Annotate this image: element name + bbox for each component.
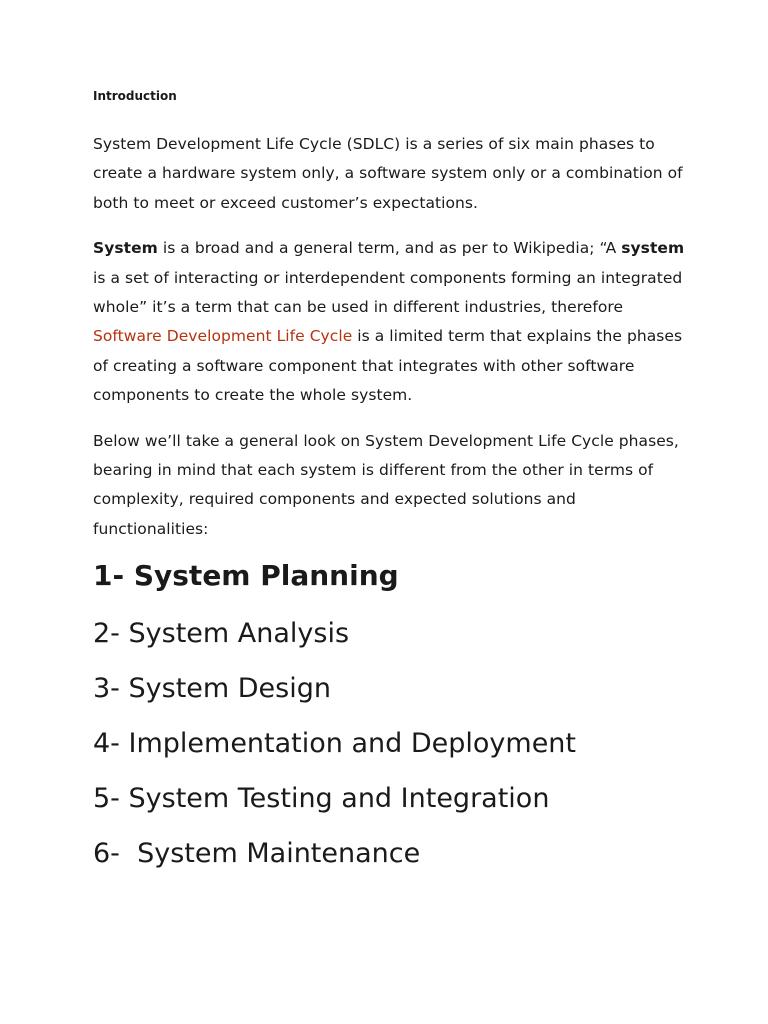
paragraph-text: is a broad and a general term, and as per to Wikipedia; “A bbox=[157, 239, 622, 258]
phase-list bbox=[93, 560, 693, 870]
bold-system-term-quote: system bbox=[621, 239, 685, 258]
paragraph-system-definition bbox=[93, 234, 693, 410]
phase-heading-design: 3- System Design bbox=[93, 673, 331, 705]
paragraph-text: is a set of interacting or interdependent components forming an integrated whole” it’s a term that can be used in different industries, therefore bbox=[93, 268, 683, 317]
paragraph-overview: Below we’ll take a general look on System Development Life Cycle phases, bearing in mind that each system is different from the other in terms of complexity, required components and expected solutions and functionalities: bbox=[93, 431, 679, 538]
document-page bbox=[93, 88, 693, 893]
paragraph-text: is a limited term that explains the phases of creating a software component that integrates with other software components to create the whole system. bbox=[93, 327, 683, 405]
intro-heading: Introduction bbox=[93, 89, 177, 103]
paragraph-sdlc-definition: System Development Life Cycle (SDLC) is a series of six main phases to create a hardware system only, a software system only or a combination of both to meet or exceed customer’s expectations. bbox=[93, 135, 683, 212]
phase-heading-testing: 5- System Testing and Integration bbox=[93, 783, 550, 815]
phase-heading-implementation: 4- Implementation and Deployment bbox=[93, 728, 577, 760]
bold-system-term: System bbox=[93, 239, 158, 258]
phase-heading-maintenance: 6- System Maintenance bbox=[93, 838, 421, 870]
sdlc-link[interactable]: Software Development Life Cycle bbox=[93, 327, 353, 346]
phase-heading-analysis: 2- System Analysis bbox=[93, 618, 350, 650]
phase-heading-planning: 1- System Planning bbox=[93, 559, 399, 593]
